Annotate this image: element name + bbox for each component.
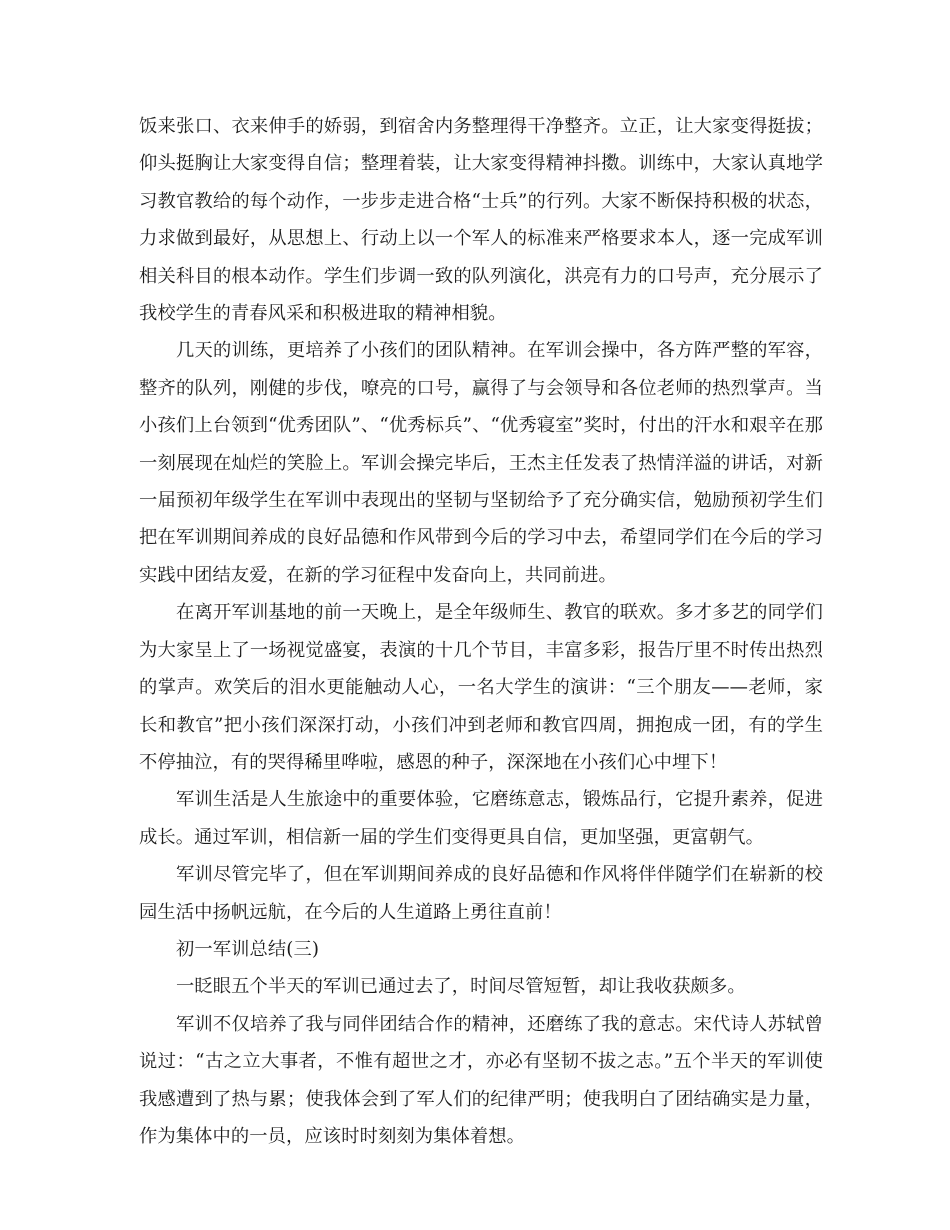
document-body (139, 108, 823, 1155)
section-heading: 初一军训总结(三) (176, 938, 320, 960)
paragraph-6: 一眨眼五个半天的军训已通过去了，时间尽管短暂，却让我收获颇多。 (176, 976, 746, 998)
paragraph-2: 几天的训练，更培养了小孩们的团队精神。在军训会操中，各方阵严整的军容，整齐的队列，刚健的步伐，嘹亮的口号，赢得了与会领导和各位老师的热烈掌声。当小孩们上台领到“优秀团队”、“优秀标兵”、“优秀寝室”奖时，付出的汗水和艰辛在那一刻展现在灿烂的笑脸上。军训会操完毕后，王杰主任发表了热情洋溢的讲话，对新一届预初年级学生在军训中表现出的坚韧与坚韧给予了充分确实信，勉励预初学生们把在军训期间养成的良好品德和作风带到今后的学习中去，希望同学们在今后的学习实践中团结友爱，在新的学习征程中发奋向上，共同前进。 (139, 340, 823, 586)
paragraph-1: 饭来张口、衣来伸手的娇弱，到宿舍内务整理得干净整齐。立正，让大家变得挺拔；仰头挺胸让大家变得自信；整理着装，让大家变得精神抖擞。训练中，大家认真地学习教官教给的每个动作，一步步走进合格“士兵”的行列。大家不断保持积极的状态，力求做到最好，从思想上、行动上以一个军人的标准来严格要求本人，逐一完成军训相关科目的根本动作。学生们步调一致的队列演化，洪亮有力的口号声，充分展示了我校学生的青春风采和积极进取的精神相貌。 (139, 116, 823, 325)
paragraph-5: 军训尽管完毕了，但在军训期间养成的良好品德和作风将伴伴随学们在崭新的校园生活中扬帆远航，在今后的人生道路上勇往直前！ (139, 864, 823, 923)
paragraph-7: 军训不仅培养了我与同伴团结合作的精神，还磨练了我的意志。宋代诗人苏轼曾说过：“古之立大事者，不惟有超世之才，亦必有坚韧不拔之志。”五个半天的军训使我感遭到了热与累；使我体会到了军人们的纪律严明；使我明白了团结确实是力量，作为集体中的一员，应该时时刻刻为集体着想。 (139, 1013, 823, 1147)
paragraph-4: 军训生活是人生旅途中的重要体验，它磨练意志，锻炼品行，它提升素养，促进成长。通过军训，相信新一届的学生们变得更具自信，更加坚强，更富朝气。 (139, 789, 823, 848)
paragraph-3: 在离开军训基地的前一天晚上，是全年级师生、教官的联欢。多才多艺的同学们为大家呈上了一场视觉盛宴，表演的十几个节目，丰富多彩，报告厅里不时传出热烈的掌声。欢笑后的泪水更能触动人心，一名大学生的演讲：“三个朋友——老师，家长和教官”把小孩们深深打动，小孩们冲到老师和教官四周，拥抱成一团，有的学生不停抽泣，有的哭得稀里哗啦，感恩的种子，深深地在小孩们心中埋下！ (139, 602, 823, 773)
